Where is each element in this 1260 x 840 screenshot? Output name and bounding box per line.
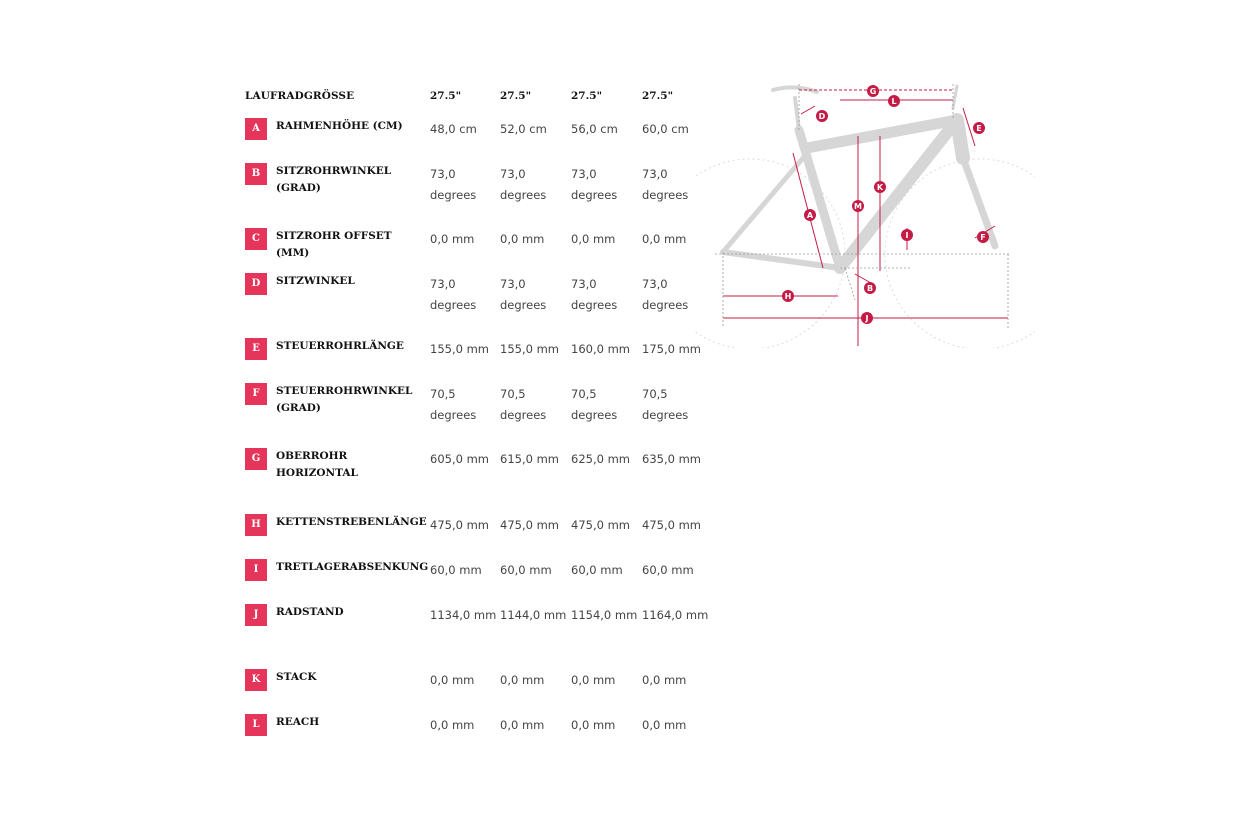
table-row: [245, 448, 715, 514]
row-value: 1144,0 mm: [500, 608, 567, 622]
row-value: 56,0 cm: [571, 122, 618, 136]
row-value: 60,0 mm: [642, 563, 694, 577]
row-value: 0,0 mm: [642, 718, 687, 732]
marker-f-label: F: [980, 233, 986, 242]
row-value: 1154,0 mm: [571, 608, 638, 622]
row-value: 0,0 mm: [500, 232, 545, 246]
table-row: [245, 228, 715, 273]
row-value: 0,0 mm: [571, 232, 616, 246]
row-value: 0,0 mm: [430, 232, 475, 246]
marker-m-icon: [852, 200, 864, 212]
row-value: 475,0 mm: [571, 518, 630, 532]
marker-j-label: J: [865, 314, 869, 323]
marker-m-label: M: [854, 202, 862, 211]
row-letter-badge: I: [245, 559, 267, 581]
marker-d-icon: [816, 110, 828, 122]
row-value: 48,0 cm: [430, 122, 477, 136]
row-label: KETTENSTREBENLÄNGE: [276, 516, 427, 528]
row-value: 70,5 degrees: [642, 387, 689, 422]
row-label: TRETLAGERABSENKUNG: [276, 561, 429, 573]
row-value: 0,0 mm: [430, 673, 475, 687]
row-value: 605,0 mm: [430, 452, 489, 466]
row-value: 73,0 degrees: [500, 277, 547, 312]
row-value: 60,0 mm: [571, 563, 623, 577]
table-row: [245, 163, 715, 228]
wheel-size-3: 27.5": [571, 90, 603, 102]
row-value: 73,0 degrees: [571, 167, 618, 202]
marker-i-icon: [901, 229, 913, 241]
row-value: 0,0 mm: [571, 673, 616, 687]
row-value: 73,0 degrees: [430, 277, 477, 312]
row-letter-badge: K: [245, 669, 267, 691]
row-letter-badge: E: [245, 338, 267, 360]
marker-g-icon: [867, 85, 879, 97]
row-value: 60,0 mm: [430, 563, 482, 577]
row-label: RAHMENHÖHE (CM): [276, 120, 403, 132]
marker-e-icon: [973, 122, 985, 134]
row-value: 0,0 mm: [642, 673, 687, 687]
table-row: [245, 514, 715, 559]
table-row: [245, 273, 715, 338]
row-value: 73,0 degrees: [571, 277, 618, 312]
row-value: 70,5 degrees: [430, 387, 477, 422]
row-value: 155,0 mm: [500, 342, 559, 356]
row-letter-badge: C: [245, 228, 267, 250]
row-label: SITZWINKEL: [276, 275, 355, 287]
row-value: 70,5 degrees: [571, 387, 618, 422]
wheel-size-label: LAUFRADGRÖSSE: [245, 90, 355, 102]
row-value: 155,0 mm: [430, 342, 489, 356]
bike-frame: [723, 86, 995, 268]
table-row: [245, 118, 715, 163]
row-value: 0,0 mm: [430, 718, 475, 732]
row-value: 0,0 mm: [571, 718, 616, 732]
marker-j-icon: [861, 312, 873, 324]
row-value: 73,0 degrees: [642, 277, 689, 312]
row-letter-badge: J: [245, 604, 267, 626]
marker-h-icon: [782, 290, 794, 302]
row-value: 60,0 cm: [642, 122, 689, 136]
row-value: 475,0 mm: [500, 518, 559, 532]
table-header-row: [245, 78, 715, 118]
row-letter-badge: A: [245, 118, 267, 140]
row-value: 60,0 mm: [500, 563, 552, 577]
marker-l-icon: [888, 95, 900, 107]
row-letter-badge: F: [245, 383, 267, 405]
marker-d-label: D: [818, 112, 826, 121]
marker-a-icon: [804, 209, 816, 221]
row-label: SITZROHRWINKEL (GRAD): [276, 165, 392, 194]
row-value: 70,5 degrees: [500, 387, 547, 422]
row-label: STACK: [276, 671, 317, 683]
geometry-table: [245, 78, 715, 744]
table-row: [245, 669, 715, 714]
row-value: 73,0 degrees: [500, 167, 547, 202]
row-label: REACH: [276, 716, 320, 728]
marker-k-label: K: [876, 183, 884, 192]
table-row: [245, 604, 715, 669]
marker-h-label: H: [784, 292, 792, 301]
row-letter-badge: D: [245, 273, 267, 295]
row-value: 625,0 mm: [571, 452, 630, 466]
marker-b-icon: [864, 282, 876, 294]
marker-l-label: L: [891, 97, 897, 106]
row-letter-badge: L: [245, 714, 267, 736]
wheel-size-1: 27.5": [430, 90, 462, 102]
marker-g-label: G: [869, 87, 877, 96]
table-row: [245, 338, 715, 383]
marker-k-icon: [874, 181, 886, 193]
row-letter-badge: G: [245, 448, 267, 470]
row-value: 635,0 mm: [642, 452, 701, 466]
row-label: OBERROHR HORIZONTAL: [276, 450, 358, 479]
row-value: 0,0 mm: [500, 718, 545, 732]
row-value: 475,0 mm: [642, 518, 701, 532]
row-letter-badge: B: [245, 163, 267, 185]
row-label: SITZROHR OFFSET (MM): [276, 230, 392, 259]
marker-i-label: I: [905, 231, 909, 240]
row-label: RADSTAND: [276, 606, 344, 618]
marker-a-label: A: [806, 211, 814, 220]
table-row: [245, 559, 715, 604]
row-value: 0,0 mm: [500, 673, 545, 687]
row-value: 52,0 cm: [500, 122, 547, 136]
row-value: 1164,0 mm: [642, 608, 709, 622]
wheel-size-2: 27.5": [500, 90, 532, 102]
row-letter-badge: H: [245, 514, 267, 536]
row-value: 615,0 mm: [500, 452, 559, 466]
row-label: STEUERROHRWINKEL (GRAD): [276, 385, 413, 414]
marker-b-label: B: [866, 284, 874, 293]
row-label: STEUERROHRLÄNGE: [276, 340, 404, 352]
table-row: [245, 383, 715, 448]
row-value: 0,0 mm: [642, 232, 687, 246]
marker-f-icon: [977, 231, 989, 243]
bike-geometry-diagram: [695, 78, 1035, 348]
table-row: [245, 714, 715, 744]
row-value: 73,0 degrees: [430, 167, 477, 202]
row-value: 160,0 mm: [571, 342, 630, 356]
wheel-size-4: 27.5": [642, 90, 674, 102]
marker-e-label: E: [976, 124, 982, 133]
row-value: 1134,0 mm: [430, 608, 497, 622]
row-value: 475,0 mm: [430, 518, 489, 532]
row-value: 73,0 degrees: [642, 167, 689, 202]
row-value: 175,0 mm: [642, 342, 701, 356]
